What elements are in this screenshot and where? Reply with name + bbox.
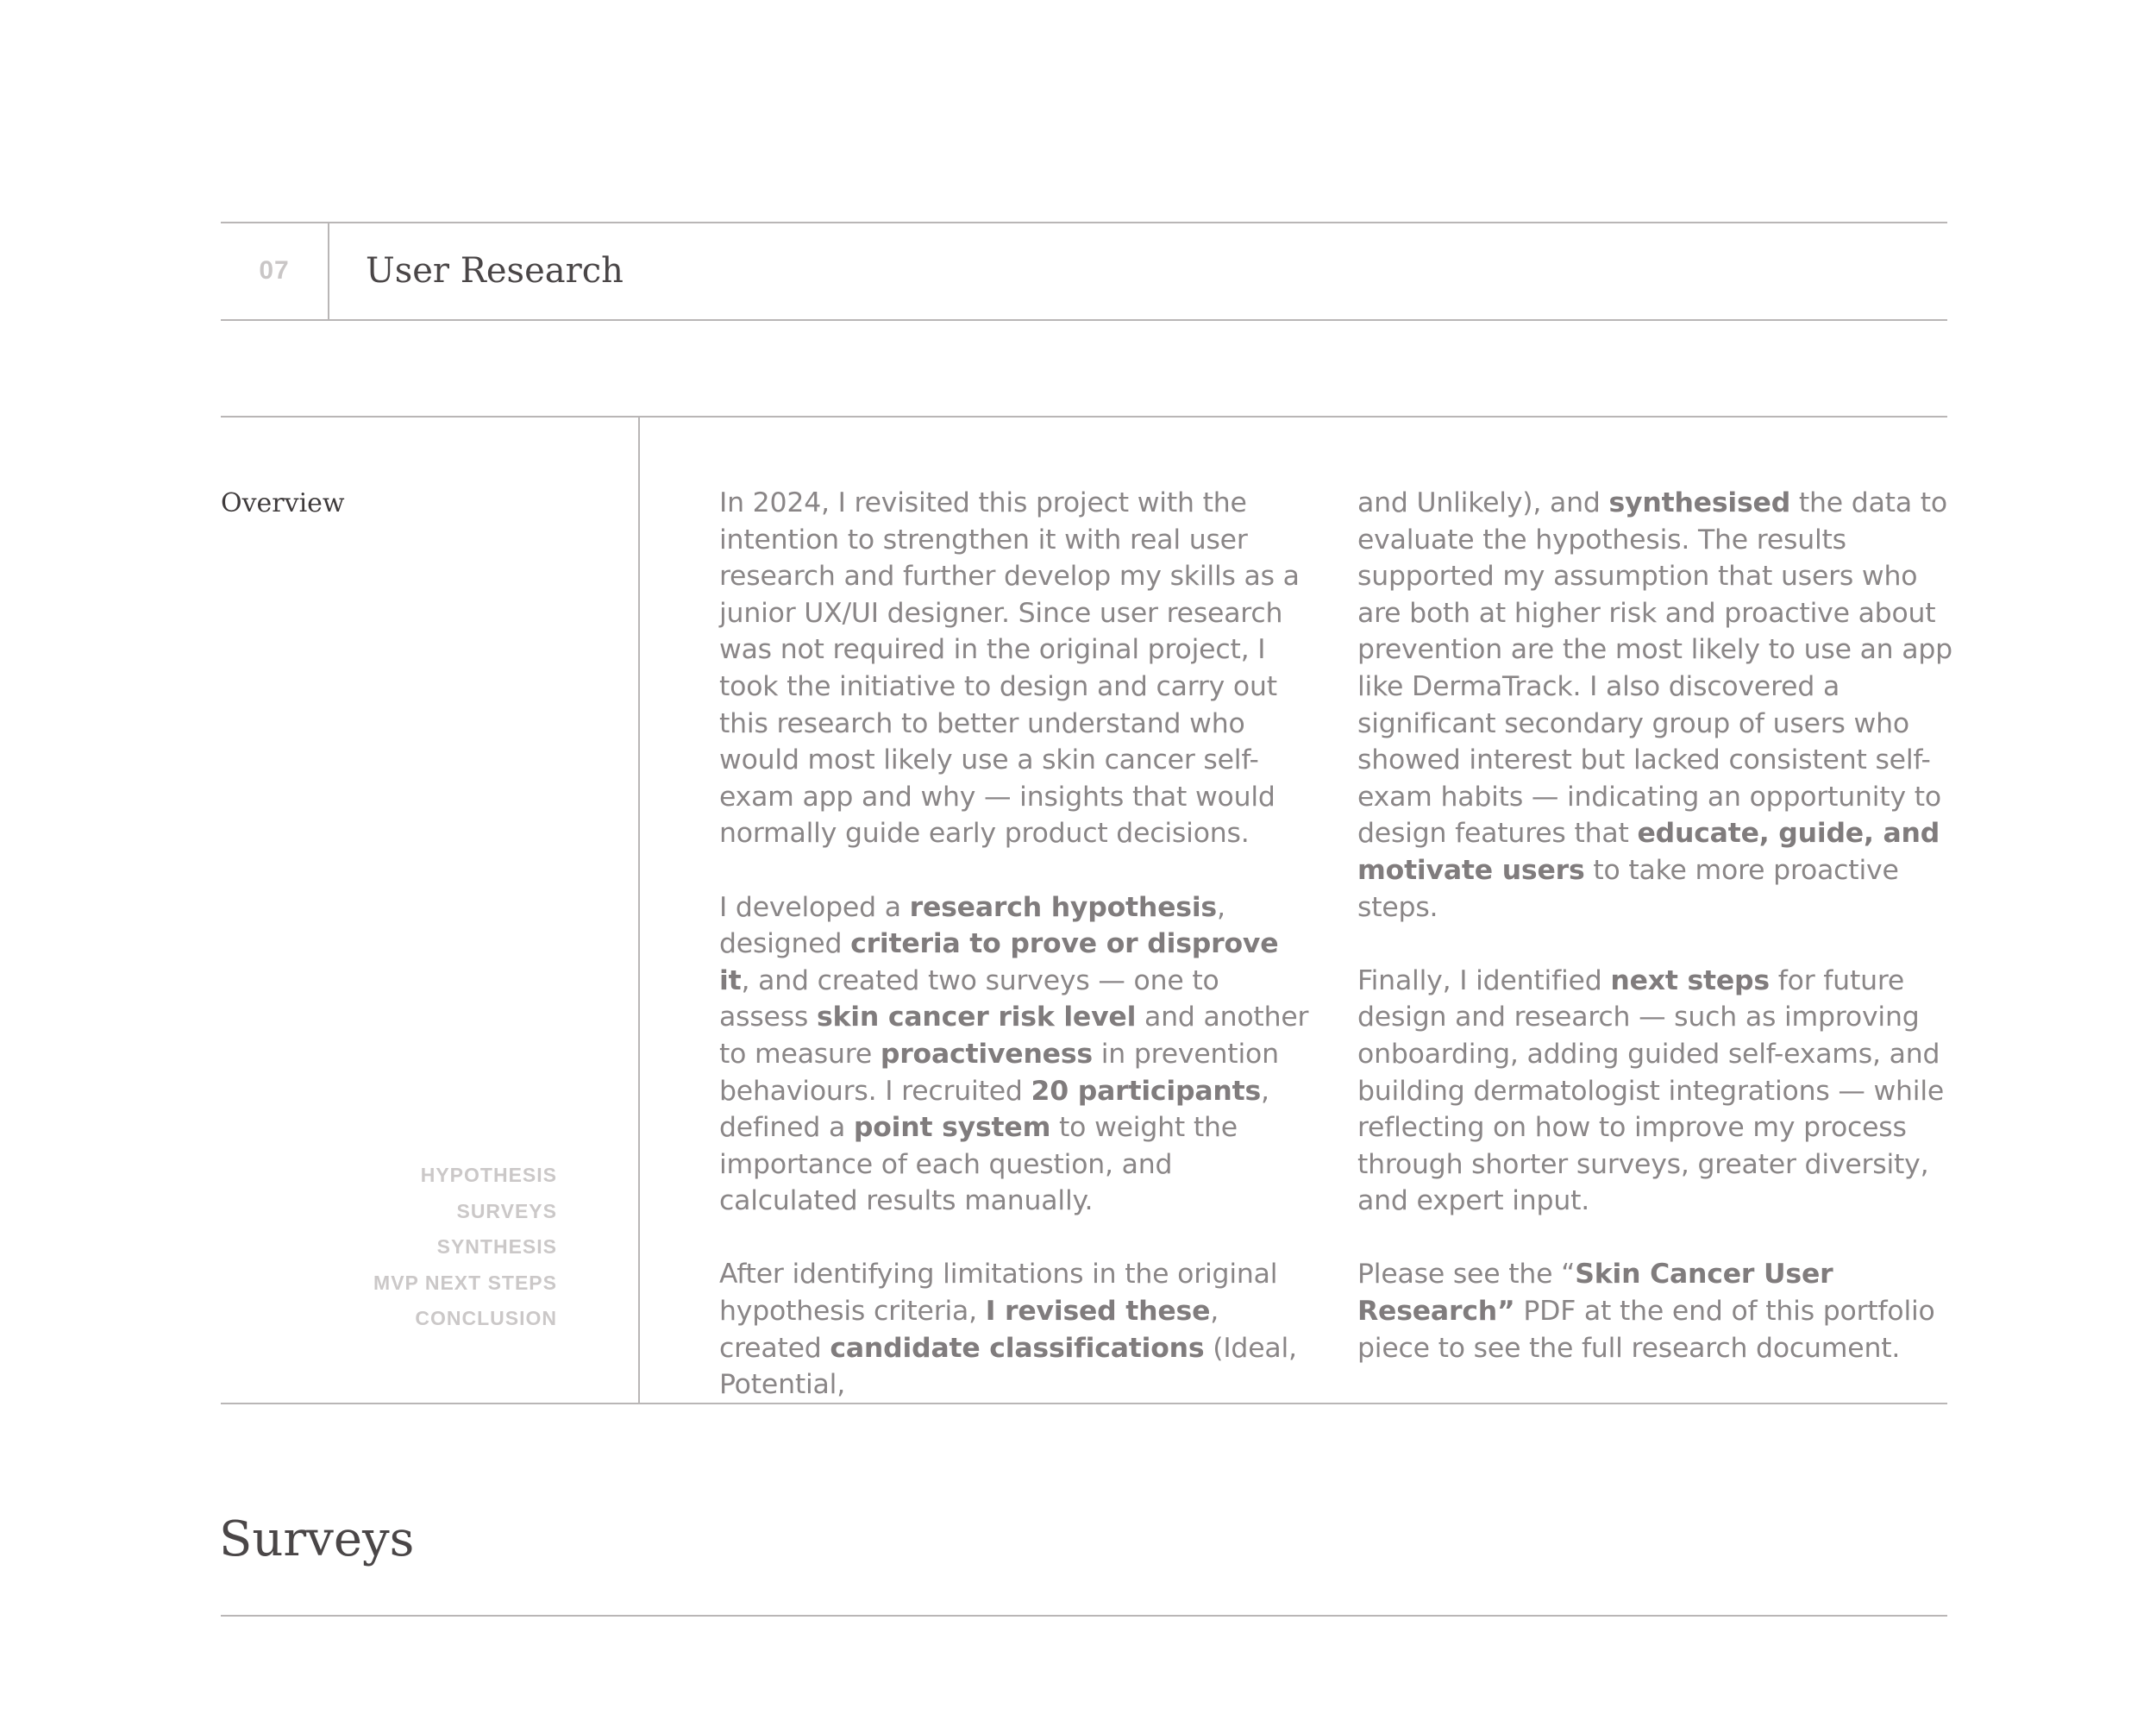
emphasis-text: next steps	[1610, 964, 1770, 996]
overview-label: Overview	[221, 488, 345, 518]
body-paragraph	[1357, 485, 1952, 926]
subnav-item-conclusion[interactable]: CONCLUSION	[415, 1307, 557, 1329]
overview-text-left-column	[719, 485, 1314, 1440]
emphasis-text: Skin Cancer User Research”	[1357, 1259, 1833, 1328]
body-text: In 2024, I revisited this project with the intention to strengthen it with real user research and further develop my skills as a junior UX/UI designer. Since user research was not required in the original project, I took the initiative to design and carry out this research to better understand who would most likely use a skin cancer self-exam app and why — insights that would normally guide early product decisions.	[719, 487, 1300, 850]
subnav-item-mvp-next-steps[interactable]: MVP NEXT STEPS	[373, 1271, 557, 1294]
body-text: (Ideal, Potential,	[719, 1332, 1297, 1401]
body-text: PDF at the end of this portfolio piece to see the full research document.	[1357, 1296, 1935, 1364]
body-text: , defined a	[719, 1075, 1269, 1144]
body-text: Finally, I identified	[1357, 964, 1611, 996]
emphasis-text: candidate classifications	[830, 1332, 1205, 1364]
body-text: and another to measure	[719, 1002, 1309, 1070]
section-subnav	[373, 1158, 557, 1337]
header-bottom-divider	[221, 319, 1947, 321]
body-paragraph	[719, 1256, 1314, 1403]
header-number-divider	[328, 223, 329, 319]
body-text: the data to evaluate the hypothesis. The results supported my assumption that users who are both at higher risk and proactive about prevention are the most likely to use an app like DermaTrack. I also discovered a significant secondary group of users who showed interest but lacked consistent self-exam habits — indicating an opportunity to design features that	[1357, 487, 1952, 850]
surveys-divider	[221, 1615, 1947, 1617]
emphasis-text: research hypothesis	[909, 891, 1217, 923]
body-text: to weight the importance of each question, and calculated results manually.	[719, 1112, 1238, 1217]
emphasis-text: I revised these	[985, 1296, 1211, 1328]
overview-sidebar-divider	[638, 417, 640, 1404]
overview-bottom-divider	[221, 1403, 1947, 1404]
section-number: 07	[259, 256, 290, 285]
surveys-heading: Surveys	[219, 1511, 415, 1567]
subnav-item-surveys[interactable]: SURVEYS	[456, 1199, 557, 1222]
overview-top-divider	[221, 416, 1947, 418]
body-text: Please see the “	[1357, 1259, 1576, 1291]
body-text: to take more proactive steps.	[1357, 854, 1899, 923]
body-text: After identifying limitations in the original hypothesis criteria,	[719, 1259, 1278, 1328]
body-paragraph	[1357, 963, 1952, 1220]
body-text: and Unlikely), and	[1357, 487, 1609, 518]
overview-text-right-column	[1357, 485, 1952, 1404]
body-text: , designed	[719, 891, 1225, 960]
emphasis-text: criteria to prove or disprove it	[719, 928, 1279, 996]
body-text: in prevention behaviours. I recruited	[719, 1038, 1279, 1107]
body-text: for future design and research — such as improving onboarding, adding guided self-exams, and building dermatologist integrations — while reflecting on how to improve my process through shorter surveys, greater diversity, and expert input.	[1357, 964, 1945, 1217]
body-paragraph	[1357, 1256, 1952, 1366]
subnav-item-synthesis[interactable]: SYNTHESIS	[436, 1235, 557, 1258]
emphasis-text: 20 participants	[1031, 1075, 1262, 1107]
section-title: User Research	[366, 251, 624, 291]
emphasis-text: synthesised	[1608, 487, 1791, 518]
body-text: , created	[719, 1296, 1219, 1364]
subnav-item-hypothesis[interactable]: HYPOTHESIS	[420, 1164, 557, 1186]
body-paragraph	[719, 889, 1314, 1220]
body-text: , and created two surveys — one to assess	[719, 964, 1219, 1033]
emphasis-text: skin cancer risk level	[816, 1002, 1137, 1033]
body-paragraph	[719, 485, 1314, 852]
emphasis-text: proactiveness	[880, 1038, 1093, 1070]
body-text: I developed a	[719, 891, 910, 923]
emphasis-text: educate, guide, and motivate users	[1357, 818, 1940, 886]
emphasis-text: point system	[853, 1112, 1051, 1144]
